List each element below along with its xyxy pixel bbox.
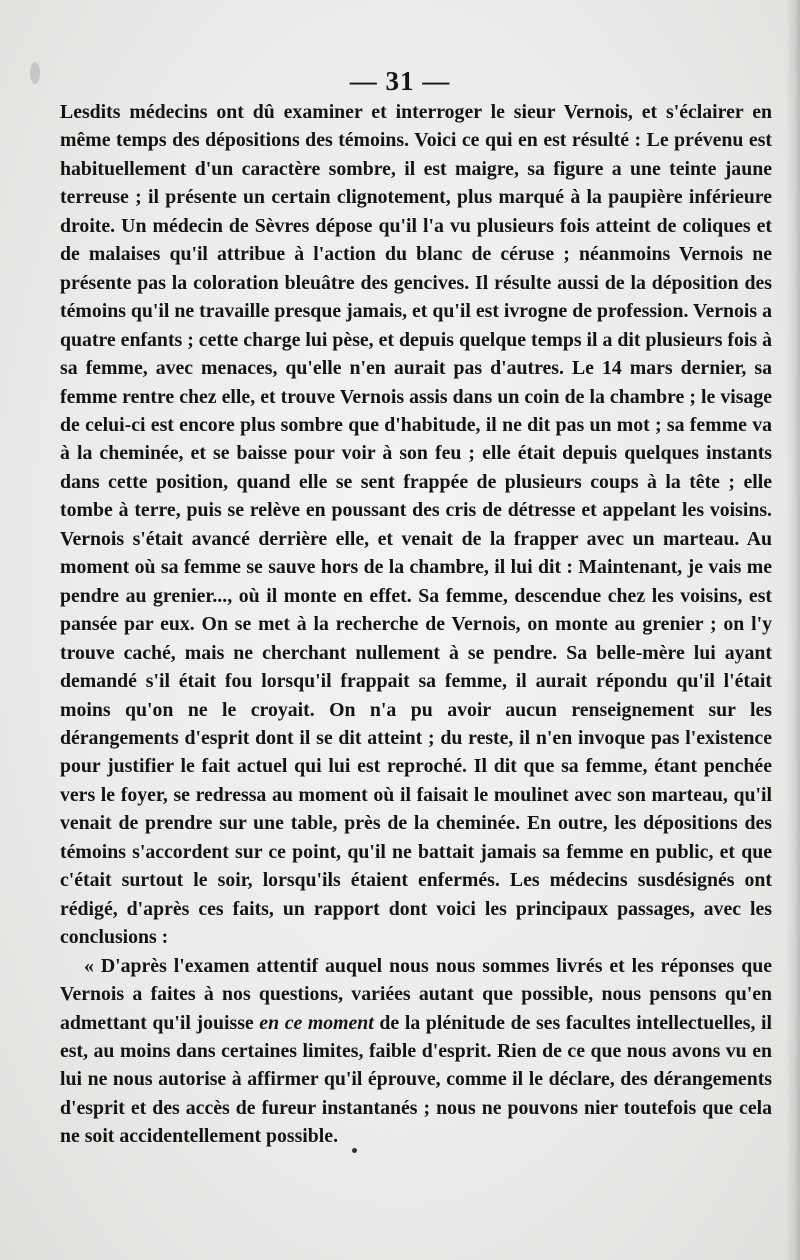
paragraph-1-text: Lesdits médecins ont dû examiner et interroger le sieur Vernois, et s'éclairer en même temps des dépositions des témoins. Voici ce qui en est résulté : Le prévenu est habituellement d'un caractère sombre, il est maigre, sa figure a une teinte jaune terreuse ; il présente un certain clignotement, plus marqué à la paupière inférieure droite. Un médecin de Sèvres dépose qu'il l'a vu plusieurs fois atteint de coliques et de malaises qu'il attribue à l'action du blanc de céruse ; néanmoins Vernois ne présente pas la coloration bleuâtre des gencives. Il résulte aussi de la déposition des témoins qu'il ne travaille presque jamais, et qu'il est ivrogne de profession. Vernois a quatre enfants ; cette charge lui pèse, et depuis quelque temps il a dit plusieurs fois à sa femme, avec menaces, qu'elle n'en aurait pas d'autres. Le 14 mars dernier, sa femme rentre chez elle, et trouve Vernois assis dans un coin de la chambre ; le visage de celui-ci est encore plus sombre que d'habitude, il ne dit pas un mot ; sa femme va à la cheminée, et se baisse pour voir à son feu ; elle était depuis quelques instants dans cette position, quand elle se sent frappée de plusieurs coups à la tête ; elle tombe à terre, puis se relève en poussant des cris de détresse et appelant les voisins. Vernois s'était avancé derrière elle, et venait de la frapper avec un marteau. Au moment où sa femme se sauve hors de la chambre, il lui dit : Maintenant, je vais me pendre au grenier..., où il monte en effet. Sa femme, descendue chez les voisins, est pansée par eux. On se met à la recherche de Vernois, on monte au grenier ; on l'y trouve caché, mais ne cherchant nullement à se pendre. Sa belle-mère lui ayant demandé s'il était fou lorsqu'il frappait sa femme, il aurait répondu qu'il l'était moins qu'on ne le croyait. On n'a pu avoir aucun renseignement sur les dérangements d'esprit dont il se dit atteint ; du reste, il n'en invoque pas l'existence pour justifier le fait actuel qui lui est reproché. Il dit que sa femme, étant penchée vers le foyer, se redressa au moment où il faisait le moulinet avec son marteau, qu'il venait de prendre sur une table, près de la cheminée. En outre, les dépositions des témoins s'accordent sur ce point, qu'il ne battait jamais sa femme en public, et que c'était surtout le soir, lorsqu'ils étaient enfermés. Les médecins susdésignés ont rédigé, d'après ces faits, un rapport dont voici les principaux passages, avec les conclusions :: [60, 101, 772, 949]
paragraph-2-text-start: « D'après l'examen attentif auquel nous nous sommes livrés et les réponses que Vernois a faites à nos questions, variées autant que possible, nous pensons qu'en admettant qu'il jouisse: [60, 954, 772, 1034]
paragraph-1: [60, 98, 772, 952]
page-spine-shadow: [786, 0, 800, 1260]
paragraph-2-quote: [60, 952, 772, 1151]
paragraph-2-emphasis: en ce moment: [259, 1011, 374, 1034]
body-text: [60, 98, 772, 1151]
ink-dot: [352, 1148, 357, 1153]
paragraph-2-text-end: de la plénitude de ses facultes intellectuelles, il est, au moins dans certaines limites, faible d'esprit. Rien de ce que nous avons vu en lui ne nous autorise à affirmer qu'il éprouve, comme il le déclare, des dérangements d'esprit et des accès de fureur instantanés ; nous ne pouvons nier toutefois que cela ne soit accidentellement possible.: [60, 1011, 772, 1148]
page-number: — 31 —: [349, 66, 451, 96]
